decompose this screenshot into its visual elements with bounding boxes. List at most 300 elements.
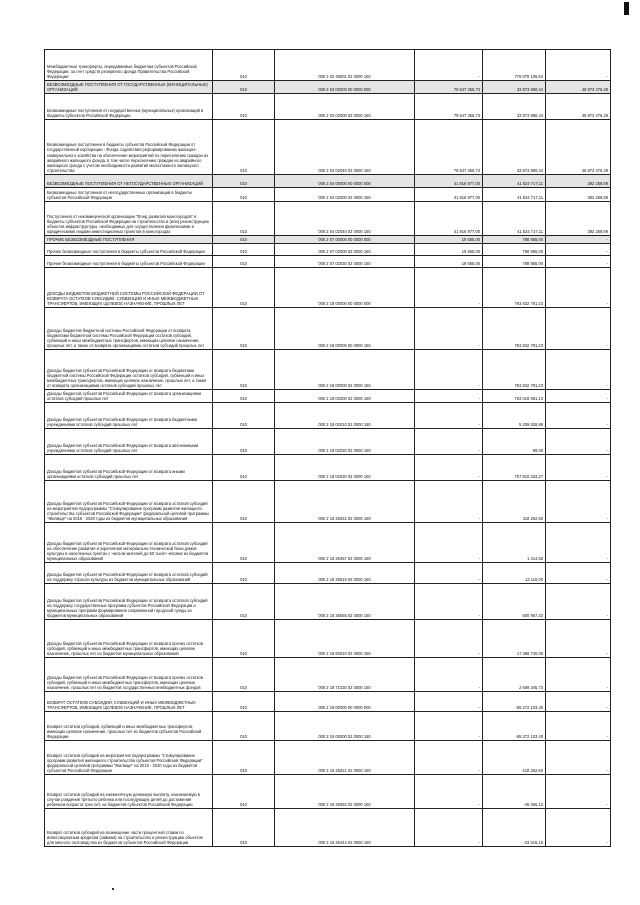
- row-budget-code-text: 000 2 18 25467 02 0000 150: [318, 556, 371, 562]
- row-executed-value-text: 33 873 880,44: [516, 87, 543, 93]
- row-unexecuted-value-text: -: [606, 734, 608, 740]
- row-unexecuted-value-cell: [546, 81, 611, 94]
- row-line-code-text: 010: [240, 840, 247, 846]
- row-unexecuted-value-cell: [546, 809, 611, 847]
- row-budget-code-text: 000 2 18 02010 02 0000 150: [318, 422, 371, 428]
- row-budget-code-text: 000 2 19 25084 02 0000 150: [318, 802, 371, 808]
- row-approved-value-cell: [415, 350, 483, 390]
- row-name-text: Возврат остатков субсидий на ежемесячную денежную выплату, назначаемую в случае рождения третьего ребенка или последующих детей до достижения ребенком возраста трех лет, из бюджетов субъектов Российской Федерации: [47, 791, 200, 808]
- row-unexecuted-value-text: -: [606, 448, 608, 454]
- row-approved-value-cell: [415, 81, 483, 94]
- row-budget-code-cell: [275, 712, 415, 741]
- row-unexecuted-value-text: 392 259,89: [587, 229, 608, 235]
- row-name-cell: [45, 620, 213, 658]
- row-budget-code-cell: [275, 308, 415, 350]
- row-executed-value-cell: [483, 481, 546, 523]
- row-line-code-text: 010: [240, 87, 247, 93]
- row-budget-code-cell: [275, 563, 415, 584]
- row-budget-code-cell: [275, 403, 415, 429]
- row-approved-value-cell: [415, 94, 483, 120]
- scan-edge-mark: [624, 2, 629, 15]
- row-executed-value-cell: [483, 175, 546, 188]
- row-budget-code-cell: [275, 188, 415, 202]
- row-approved-value-text: -: [478, 343, 480, 349]
- row-unexecuted-value-cell: [546, 350, 611, 390]
- row-executed-value-text: 793 832 791,23: [514, 383, 543, 389]
- row-executed-value-cell: [483, 350, 546, 390]
- row-unexecuted-value-cell: [546, 523, 611, 563]
- row-approved-value-cell: [415, 455, 483, 481]
- row-approved-value-cell: [415, 620, 483, 658]
- row-approved-value-text: -: [478, 768, 480, 774]
- row-executed-value-cell: [483, 81, 546, 94]
- row-name-cell: [45, 202, 213, 236]
- row-unexecuted-value-text: -: [606, 768, 608, 774]
- row-line-code-cell: [213, 175, 275, 188]
- row-budget-code-text: 000 2 04 00000 00 0000 000: [318, 181, 371, 187]
- row-budget-code-cell: [275, 236, 415, 244]
- row-approved-value-cell: [415, 256, 483, 268]
- row-budget-code-cell: [275, 268, 415, 308]
- table-row: [45, 741, 611, 775]
- row-name-cell: [45, 175, 213, 188]
- row-name-text: ДОХОДЫ БЮДЖЕТОВ БЮДЖЕТНОЙ СИСТЕМЫ РОССИЙСКОЙ ФЕДЕРАЦИИ ОТ ВОЗВРАТА ОСТАТКОВ СУБСИДИЙ, СУБВЕНЦИЙ И ИНЫХ МЕЖБЮДЖЕТНЫХ ТРАНСФЕРТОВ, ИМЕЮЩИХ ЦЕЛЕВОЕ НАЗНАЧЕНИЕ, ПРОШЛЫХ ЛЕТ: [47, 290, 205, 307]
- row-budget-code-cell: [275, 175, 415, 188]
- row-budget-code-cell: [275, 620, 415, 658]
- row-executed-value-text: 89,00: [532, 448, 543, 454]
- row-budget-code-cell: [275, 775, 415, 809]
- row-budget-code-text: 000 2 03 02040 02 0000 150: [318, 168, 371, 174]
- row-line-code-cell: [213, 523, 275, 563]
- row-approved-value-text: -: [478, 613, 480, 619]
- row-line-code-text: 010: [240, 396, 247, 402]
- row-budget-code-text: 000 2 19 25021 02 0000 150: [318, 768, 371, 774]
- row-line-code-cell: [213, 244, 275, 256]
- row-line-code-text: 010: [240, 168, 247, 174]
- row-executed-value-cell: [483, 712, 546, 741]
- row-approved-value-text: -: [478, 840, 480, 846]
- row-name-cell: [45, 308, 213, 350]
- row-name-cell: [45, 94, 213, 120]
- row-budget-code-text: 000 2 18 00000 00 0000 150: [318, 343, 371, 349]
- row-executed-value-text: 17 489 740,06: [516, 651, 543, 657]
- row-budget-code-text: 000 2 03 00000 00 0000 000: [318, 87, 371, 93]
- row-executed-value-cell: [483, 658, 546, 692]
- row-unexecuted-value-text: 45 973 476,29: [581, 87, 608, 93]
- row-executed-value-text: -45 356,12: [523, 802, 543, 808]
- row-budget-code-cell: [275, 244, 415, 256]
- table-row: [45, 429, 611, 455]
- row-approved-value-cell: [415, 775, 483, 809]
- row-unexecuted-value-cell: [546, 268, 611, 308]
- row-unexecuted-value-cell: [546, 390, 611, 403]
- row-approved-value-text: -: [478, 651, 480, 657]
- row-name-cell: [45, 256, 213, 268]
- table-row: [45, 620, 611, 658]
- row-line-code-text: 010: [240, 195, 247, 201]
- row-budget-code-cell: [275, 455, 415, 481]
- table-row: [45, 390, 611, 403]
- row-line-code-cell: [213, 81, 275, 94]
- row-executed-value-text: 793 832 791,23: [514, 301, 543, 307]
- row-line-code-cell: [213, 563, 275, 584]
- row-budget-code-text: 000 2 02 49001 02 0000 150: [318, 74, 371, 80]
- row-approved-value-text: 79 547 356,73: [453, 113, 480, 119]
- row-executed-value-cell: [483, 94, 546, 120]
- row-name-cell: [45, 188, 213, 202]
- row-line-code-text: 010: [240, 448, 247, 454]
- table-row: [45, 256, 611, 268]
- row-line-code-text: 010: [240, 113, 247, 119]
- row-name-text: Безвозмездные поступления от негосударственных организаций в бюджеты субъектов Российской Федерации: [47, 190, 193, 201]
- row-unexecuted-value-cell: [546, 256, 611, 268]
- row-budget-code-cell: [275, 584, 415, 620]
- row-unexecuted-value-text: -: [606, 613, 608, 619]
- row-line-code-cell: [213, 350, 275, 390]
- row-name-text: Доходы бюджетов субъектов Российской Федерации от возврата остатков субсидий на поддержку государственных программ субъектов Российской Федерации и муниципальных программ формирования современной городской среды из бюджетов муниципальных образований: [47, 597, 208, 619]
- row-line-code-text: 010: [240, 181, 247, 187]
- row-executed-value-text: -55 272 103,40: [515, 705, 543, 711]
- row-unexecuted-value-cell: [546, 741, 611, 775]
- row-line-code-cell: [213, 236, 275, 244]
- row-approved-value-cell: [415, 403, 483, 429]
- row-executed-value-cell: [483, 308, 546, 350]
- row-budget-code-text: 000 2 18 60010 02 0000 150: [318, 651, 371, 657]
- row-executed-value-cell: [483, 741, 546, 775]
- row-budget-code-text: 000 2 18 02030 02 0000 150: [318, 474, 371, 480]
- row-line-code-cell: [213, 481, 275, 523]
- row-unexecuted-value-text: -: [606, 556, 608, 562]
- row-line-code-cell: [213, 809, 275, 847]
- row-unexecuted-value-cell: [546, 563, 611, 584]
- row-line-code-cell: [213, 620, 275, 658]
- table-row: [45, 350, 611, 390]
- row-line-code-text: 010: [240, 577, 247, 583]
- row-approved-value-text: 19 555,00: [461, 237, 480, 243]
- row-budget-code-cell: [275, 256, 415, 268]
- row-approved-value-cell: [415, 120, 483, 175]
- row-budget-code-text: 000 2 04 02040 02 0000 150: [318, 229, 371, 235]
- row-budget-code-text: 000 2 18 71030 02 0000 150: [318, 685, 371, 691]
- row-unexecuted-value-cell: [546, 712, 611, 741]
- row-approved-value-cell: [415, 584, 483, 620]
- row-unexecuted-value-cell: [546, 175, 611, 188]
- row-unexecuted-value-text: -: [606, 383, 608, 389]
- row-name-text: Безвозмездные поступления от государственных (муниципальных) организаций в бюджеты субъектов Российской Федерации: [47, 108, 204, 119]
- row-name-text: Межбюджетные трансферты, передаваемые бюджетам субъектов Российской Федерации, за счет средств резервного фонда Правительства Российской Федерации: [47, 63, 197, 80]
- table-row: [45, 268, 611, 308]
- row-name-text: Доходы бюджетов субъектов Российской Федерации от возврата остатков субсидий на поддержку отрасли культуры из бюджетов муниципальных образований: [47, 572, 208, 583]
- row-name-cell: [45, 563, 213, 584]
- row-executed-value-text: 1 414,56: [527, 556, 543, 562]
- row-approved-value-cell: [415, 175, 483, 188]
- row-approved-value-cell: [415, 563, 483, 584]
- row-line-code-cell: [213, 202, 275, 236]
- table-row: [45, 50, 611, 81]
- row-executed-value-text: 763 019 951,13: [514, 396, 543, 402]
- row-name-text: БЕЗВОЗМЕЗДНЫЕ ПОСТУПЛЕНИЯ ОТ ГОСУДАРСТВЕННЫХ (МУНИЦИПАЛЬНЫХ) ОРГАНИЗАЦИЙ: [47, 82, 208, 93]
- row-name-cell: [45, 50, 213, 81]
- row-unexecuted-value-text: -: [606, 840, 608, 846]
- row-name-text: Возврат остатков субсидий на возмещение части процентной ставки по инвестиционным кредитам (займам) на строительство и реконструкцию объектов для мясного скотоводства из бюджетов субъектов Российской Федерации: [47, 829, 203, 846]
- row-executed-value-cell: [483, 50, 546, 81]
- row-approved-value-cell: [415, 809, 483, 847]
- row-approved-value-cell: [415, 308, 483, 350]
- row-budget-code-cell: [275, 741, 415, 775]
- row-name-cell: [45, 81, 213, 94]
- row-budget-code-text: 000 2 19 00000 02 0000 150: [318, 734, 371, 740]
- row-approved-value-cell: [415, 390, 483, 403]
- row-name-cell: [45, 523, 213, 563]
- row-line-code-cell: [213, 584, 275, 620]
- row-unexecuted-value-cell: [546, 620, 611, 658]
- row-approved-value-cell: [415, 188, 483, 202]
- row-executed-value-text: 118 262,60: [522, 516, 543, 522]
- row-line-code-text: 010: [240, 343, 247, 349]
- row-unexecuted-value-cell: [546, 775, 611, 809]
- row-approved-value-text: -: [478, 734, 480, 740]
- row-unexecuted-value-text: -: [606, 396, 608, 402]
- row-executed-value-text: 500 967,33: [522, 613, 543, 619]
- row-unexecuted-value-cell: [546, 584, 611, 620]
- row-name-text: Доходы бюджетов субъектов Российской Федерации от возврата остатков субсидий на обеспечение развития и укрепления материально-технической базы домов культуры в населенных пунктах с числом жителей до 50 тысяч человек из бюджетов муниципальных образований: [47, 540, 209, 562]
- row-line-code-text: 010: [240, 516, 247, 522]
- row-budget-code-cell: [275, 120, 415, 175]
- row-name-text: Доходы бюджетов субъектов Российской Федерации от возврата бюджетами бюджетной системы Российской Федерации остатков субсидий, субвенций и иных межбюджетных трансфертов, имеющих целевое назначение, прошлых лет, а также от возврата организациями остатков субсидий прошлых лет: [47, 367, 207, 389]
- row-executed-value-cell: [483, 244, 546, 256]
- row-line-code-text: 010: [240, 74, 247, 80]
- table-row: [45, 244, 611, 256]
- row-executed-value-cell: [483, 256, 546, 268]
- row-budget-code-cell: [275, 809, 415, 847]
- scan-dust-dot: [112, 888, 114, 890]
- row-line-code-cell: [213, 692, 275, 712]
- row-executed-value-text: 5 209 528,86: [519, 422, 543, 428]
- row-unexecuted-value-cell: [546, 188, 611, 202]
- row-name-text: Возврат остатков субсидий на мероприятия подпрограммы "Стимулирование программ развития жилищного строительства субъектов Российской Федерации" федеральной целевой программы "Жилище" на 2015 - 2020 годы из бюджетов субъектов Российской Федерации: [47, 752, 203, 774]
- row-approved-value-text: -: [478, 516, 480, 522]
- row-executed-value-cell: [483, 390, 546, 403]
- table-row: [45, 563, 611, 584]
- row-budget-code-text: 000 2 18 02020 02 0000 150: [318, 448, 371, 454]
- row-line-code-text: 010: [240, 556, 247, 562]
- row-budget-code-cell: [275, 658, 415, 692]
- row-approved-value-text: 79 547 356,73: [453, 168, 480, 174]
- row-budget-code-text: 000 2 03 02000 02 0000 150: [318, 113, 371, 119]
- row-budget-code-text: 000 2 18 25555 02 0000 150: [318, 613, 371, 619]
- row-name-text: Доходы бюджетов бюджетной системы Российской Федерации от возврата бюджетами бюджетной системы Российской Федерации остатков субсидий, субвенций и иных межбюджетных трансфертов, имеющих целевое назначение, прошлых лет, а также от возврата организациями остатков субсидий прошлых лет: [47, 327, 205, 349]
- row-approved-value-cell: [415, 236, 483, 244]
- row-budget-code-text: 000 2 07 00000 00 0000 000: [318, 237, 371, 243]
- table-row: [45, 712, 611, 741]
- table-row: [45, 692, 611, 712]
- row-approved-value-cell: [415, 523, 483, 563]
- row-executed-value-text: -118 262,60: [521, 768, 543, 774]
- row-unexecuted-value-text: 45 973 476,29: [581, 168, 608, 174]
- row-budget-code-cell: [275, 81, 415, 94]
- row-approved-value-text: 41 916 977,00: [453, 195, 480, 201]
- row-name-text: Прочие безвозмездные поступления в бюджеты субъектов Российской Федерации: [47, 261, 205, 267]
- row-approved-value-text: -: [478, 556, 480, 562]
- table-row: [45, 120, 611, 175]
- row-approved-value-cell: [415, 244, 483, 256]
- table-row: [45, 481, 611, 523]
- table-row: [45, 202, 611, 236]
- row-approved-value-text: -: [478, 685, 480, 691]
- row-budget-code-cell: [275, 692, 415, 712]
- row-executed-value-text: -33 516,15: [523, 840, 543, 846]
- row-name-cell: [45, 390, 213, 403]
- row-name-cell: [45, 403, 213, 429]
- row-budget-code-text: 000 2 18 00000 00 0000 000: [318, 301, 371, 307]
- row-line-code-text: 010: [240, 301, 247, 307]
- row-budget-code-text: 000 2 07 02000 02 0000 150: [318, 249, 371, 255]
- row-unexecuted-value-cell: [546, 658, 611, 692]
- row-unexecuted-value-text: -: [606, 685, 608, 691]
- row-unexecuted-value-text: -: [606, 249, 608, 255]
- table-row: [45, 809, 611, 847]
- row-unexecuted-value-text: -: [606, 802, 608, 808]
- row-line-code-text: 010: [240, 237, 247, 243]
- row-line-code-cell: [213, 120, 275, 175]
- row-budget-code-text: 000 2 19 00000 00 0000 000: [318, 705, 371, 711]
- row-line-code-text: 010: [240, 651, 247, 657]
- row-executed-value-text: 788 955,00: [522, 261, 543, 267]
- row-line-code-cell: [213, 390, 275, 403]
- row-line-code-text: 010: [240, 422, 247, 428]
- row-executed-value-text: 788 955,00: [522, 237, 543, 243]
- row-name-cell: [45, 775, 213, 809]
- row-line-code-cell: [213, 94, 275, 120]
- row-approved-value-text: -: [478, 301, 480, 307]
- row-unexecuted-value-cell: [546, 403, 611, 429]
- row-budget-code-text: 000 2 04 02000 02 0000 150: [318, 195, 371, 201]
- row-unexecuted-value-text: 392 259,89: [587, 181, 608, 187]
- row-approved-value-cell: [415, 268, 483, 308]
- row-unexecuted-value-cell: [546, 429, 611, 455]
- row-approved-value-text: -: [478, 422, 480, 428]
- row-executed-value-text: 776 079 106,84: [514, 74, 543, 80]
- row-approved-value-text: 79 547 356,73: [453, 87, 480, 93]
- row-name-cell: [45, 268, 213, 308]
- row-line-code-text: 010: [240, 768, 247, 774]
- row-name-text: БЕЗВОЗМЕЗДНЫЕ ПОСТУПЛЕНИЯ ОТ НЕГОСУДАРСТВЕННЫХ ОРГАНИЗАЦИЙ: [47, 181, 204, 187]
- row-unexecuted-value-cell: [546, 481, 611, 523]
- row-executed-value-cell: [483, 809, 546, 847]
- row-line-code-text: 010: [240, 229, 247, 235]
- row-line-code-text: 010: [240, 685, 247, 691]
- row-line-code-text: 010: [240, 802, 247, 808]
- row-budget-code-cell: [275, 390, 415, 403]
- row-approved-value-cell: [415, 741, 483, 775]
- row-unexecuted-value-text: 392 259,89: [587, 195, 608, 201]
- row-line-code-text: 010: [240, 705, 247, 711]
- row-line-code-cell: [213, 308, 275, 350]
- row-unexecuted-value-text: -: [606, 474, 608, 480]
- row-approved-value-text: 19 555,00: [461, 249, 480, 255]
- row-line-code-text: 010: [240, 474, 247, 480]
- table-row: [45, 94, 611, 120]
- row-line-code-cell: [213, 429, 275, 455]
- row-name-cell: [45, 455, 213, 481]
- row-executed-value-cell: [483, 429, 546, 455]
- row-executed-value-text: 41 524 717,11: [517, 181, 543, 187]
- row-name-cell: [45, 741, 213, 775]
- row-unexecuted-value-text: -: [606, 516, 608, 522]
- row-executed-value-text: 757 810 333,27: [514, 474, 543, 480]
- row-executed-value-text: 33 873 880,44: [516, 113, 543, 119]
- row-executed-value-cell: [483, 775, 546, 809]
- table-row: [45, 308, 611, 350]
- row-name-text: Доходы бюджетов субъектов Российской Федерации от возврата бюджетными учреждениями остатков субсидий прошлых лет: [47, 417, 197, 428]
- row-name-cell: [45, 658, 213, 692]
- row-name-cell: [45, 692, 213, 712]
- row-unexecuted-value-cell: [546, 455, 611, 481]
- row-executed-value-cell: [483, 620, 546, 658]
- row-line-code-cell: [213, 712, 275, 741]
- row-approved-value-text: -: [478, 705, 480, 711]
- row-name-cell: [45, 809, 213, 847]
- row-approved-value-cell: [415, 658, 483, 692]
- row-approved-value-cell: [415, 202, 483, 236]
- row-name-text: Доходы бюджетов субъектов Российской Федерации от возврата остатков субсидий на мероприятия подпрограммы "Стимулирование программ развития жилищного строительства субъектов Российской Федерации" федеральной целевой программы "Жилище" на 2015 - 2020 годы из бюджетов муниципальных образований: [47, 500, 209, 522]
- row-unexecuted-value-cell: [546, 308, 611, 350]
- table-row: [45, 584, 611, 620]
- row-name-cell: [45, 481, 213, 523]
- row-unexecuted-value-cell: [546, 50, 611, 81]
- row-executed-value-cell: [483, 403, 546, 429]
- row-budget-code-cell: [275, 94, 415, 120]
- row-line-code-text: 010: [240, 734, 247, 740]
- row-line-code-cell: [213, 188, 275, 202]
- row-line-code-text: 010: [240, 261, 247, 267]
- row-line-code-cell: [213, 658, 275, 692]
- row-unexecuted-value-text: -: [606, 651, 608, 657]
- row-budget-code-cell: [275, 481, 415, 523]
- row-approved-value-cell: [415, 429, 483, 455]
- row-approved-value-text: 19 555,00: [461, 261, 480, 267]
- row-unexecuted-value-cell: [546, 120, 611, 175]
- row-name-text: Доходы бюджетов субъектов Российской Федерации от возврата иными организациями остатков субсидий прошлых лет: [47, 469, 185, 480]
- row-unexecuted-value-text: 45 973 476,29: [581, 113, 608, 119]
- row-name-text: Доходы бюджетов субъектов Российской Федерации от возврата прочих остатков субсидий, субвенций и иных межбюджетных трансфертов, имеющих целевое назначение, прошлых лет из бюджетов муниципальных образований: [47, 640, 203, 657]
- row-approved-value-text: -: [478, 396, 480, 402]
- row-unexecuted-value-cell: [546, 692, 611, 712]
- row-budget-code-cell: [275, 429, 415, 455]
- row-name-cell: [45, 236, 213, 244]
- row-budget-code-text: 000 2 18 02000 02 0000 150: [318, 396, 371, 402]
- row-executed-value-cell: [483, 268, 546, 308]
- row-budget-code-text: 000 2 19 25444 02 0000 150: [318, 840, 371, 846]
- row-name-text: Прочие безвозмездные поступления в бюджеты субъектов Российской Федерации: [47, 249, 205, 255]
- row-line-code-cell: [213, 741, 275, 775]
- row-line-code-cell: [213, 50, 275, 81]
- row-budget-code-cell: [275, 50, 415, 81]
- row-executed-value-cell: [483, 236, 546, 244]
- row-executed-value-cell: [483, 584, 546, 620]
- table-row: [45, 403, 611, 429]
- row-name-cell: [45, 712, 213, 741]
- row-approved-value-cell: [415, 481, 483, 523]
- row-unexecuted-value-cell: [546, 94, 611, 120]
- table-row: [45, 175, 611, 188]
- row-executed-value-text: 2 669 345,73: [519, 685, 543, 691]
- row-approved-value-cell: [415, 692, 483, 712]
- row-name-cell: [45, 350, 213, 390]
- row-budget-code-cell: [275, 523, 415, 563]
- row-unexecuted-value-text: -: [606, 343, 608, 349]
- row-unexecuted-value-text: -: [606, 74, 608, 80]
